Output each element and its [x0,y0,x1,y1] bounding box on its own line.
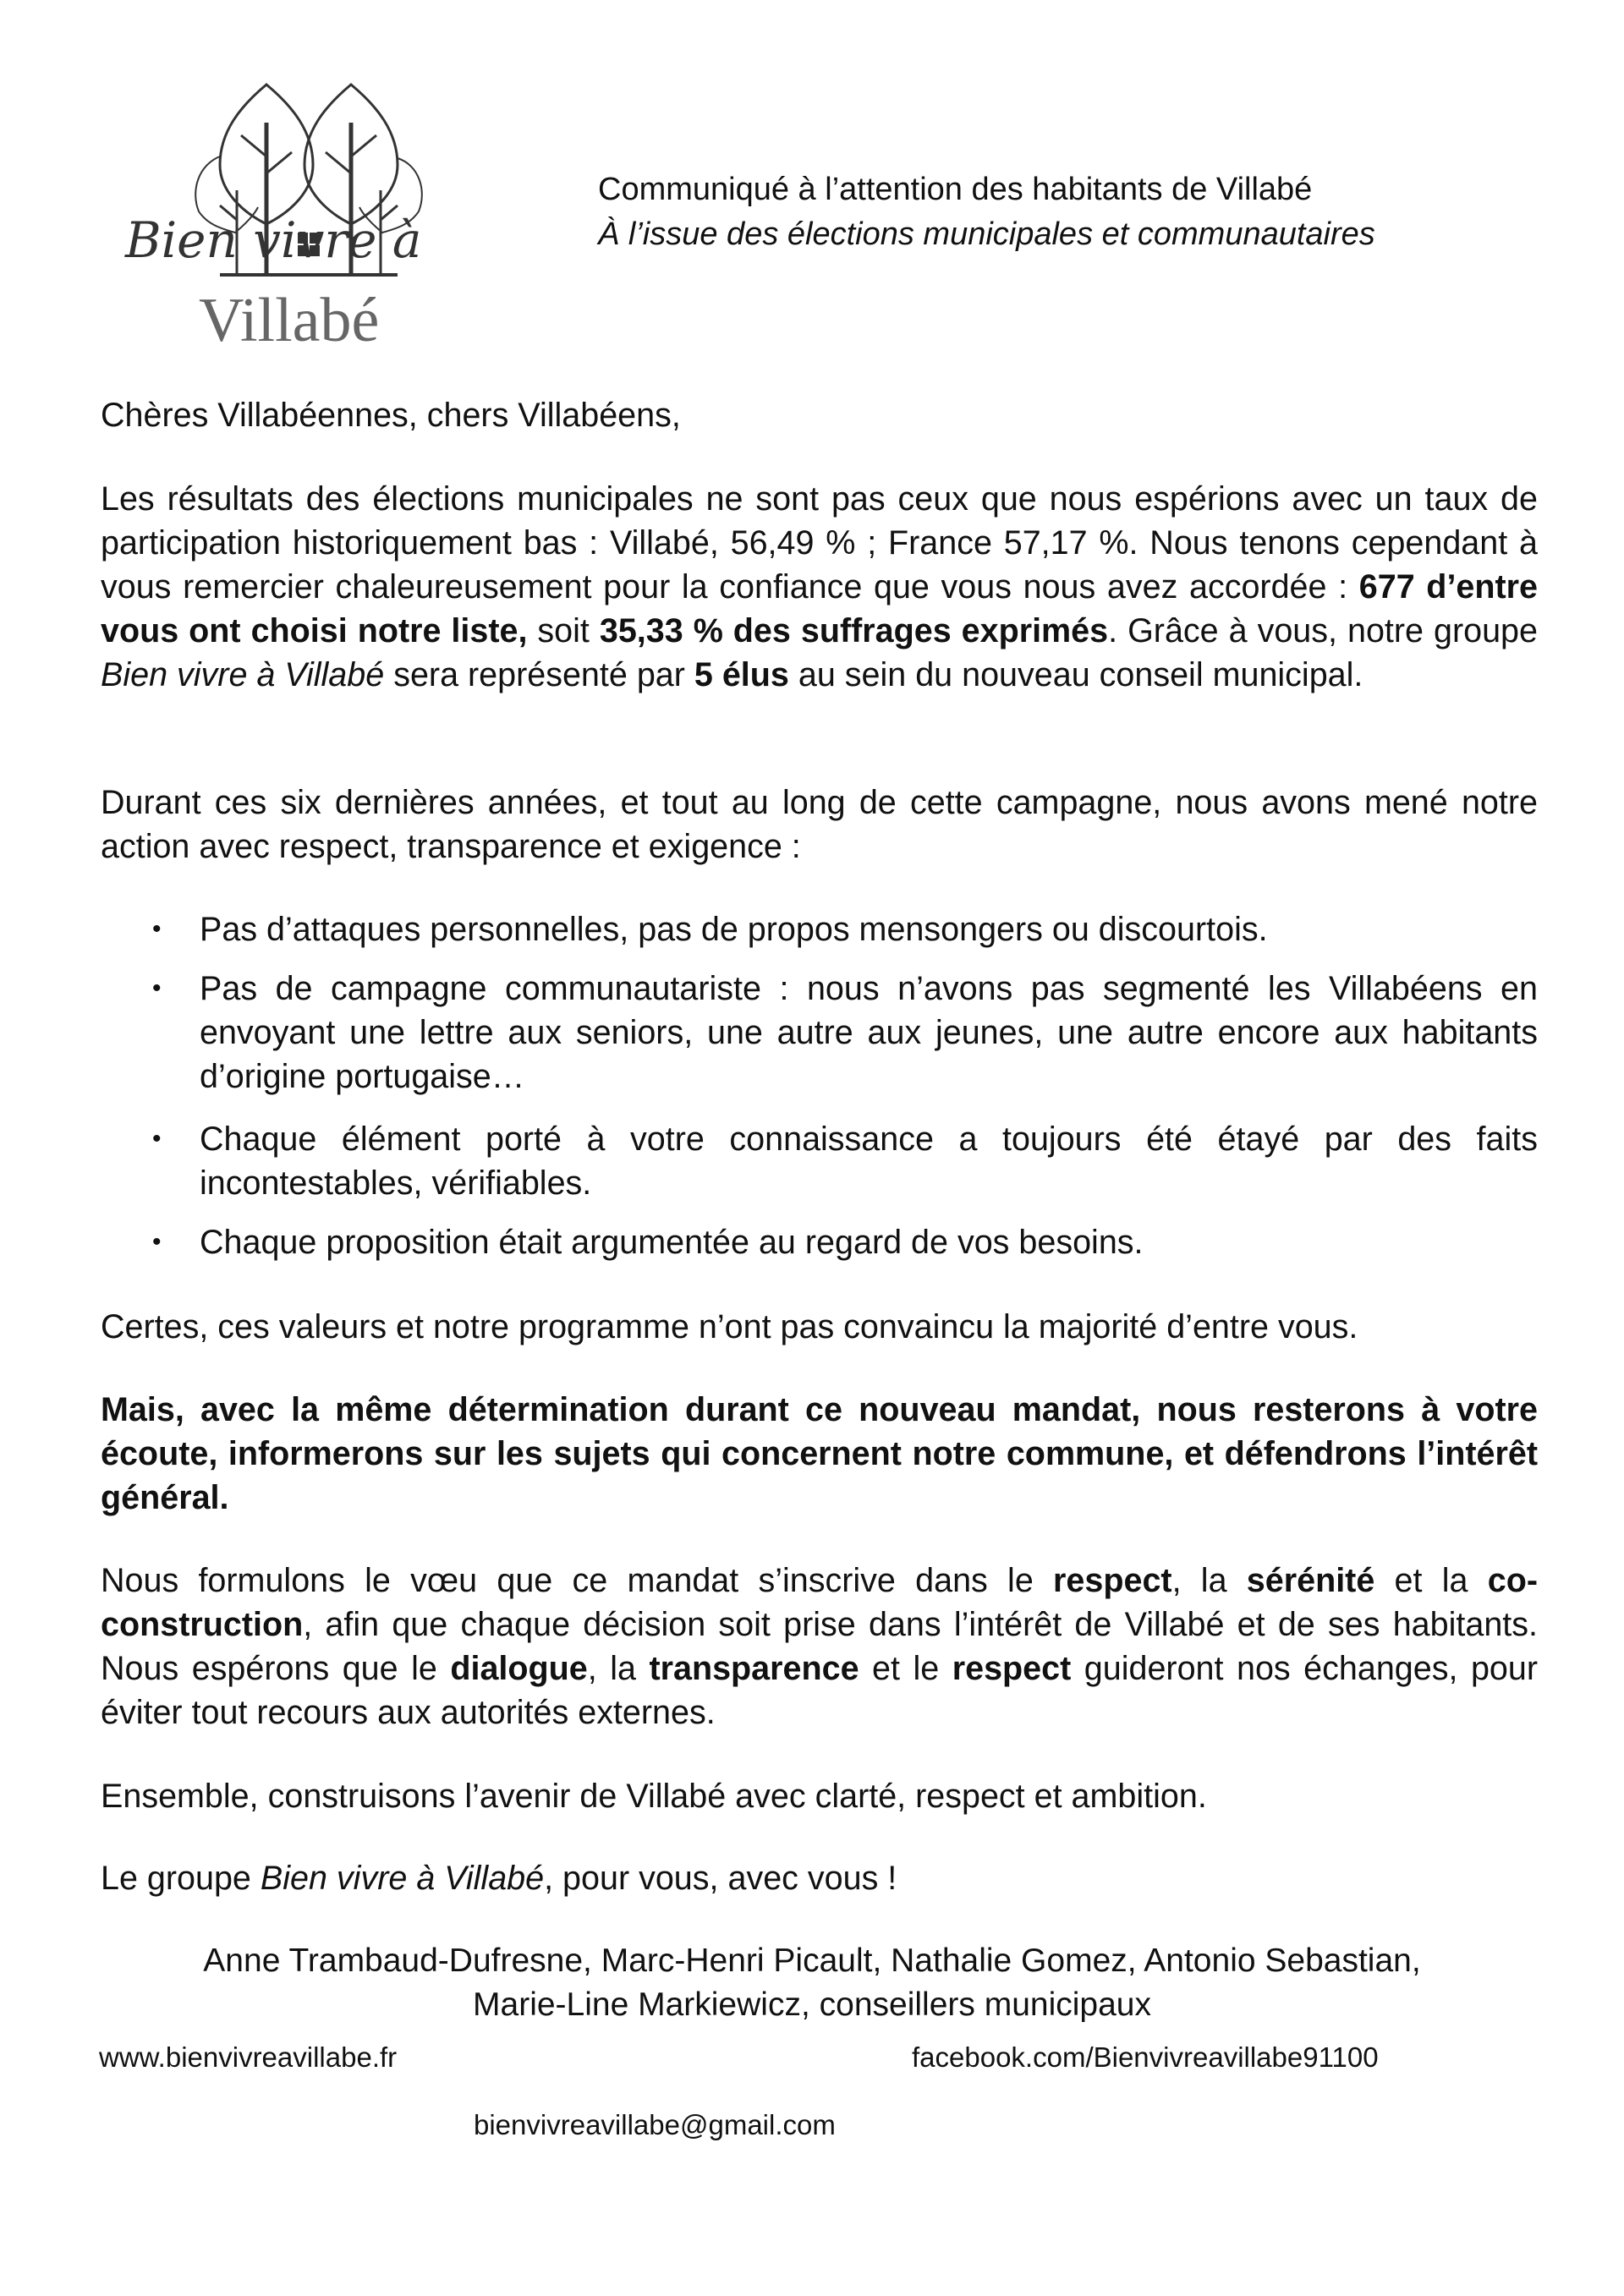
greeting: Chères Villabéennes, chers Villabéens, [101,397,681,434]
facebook-link[interactable]: facebook.com/Bienvivreavillabe91100 [912,2041,1379,2073]
bold-text: dialogue [450,1650,588,1687]
signatories-line-2: Marie-Line Markiewicz, conseillers municipaux [473,1986,1151,2023]
header-line-1: Communiqué à l’attention des habitants de Villabé [598,172,1313,207]
text: , la [587,1650,650,1687]
list-item-text: Pas de campagne communautariste : nous n’avons pas segmenté les Villabéens en envoyant une lettre aux seniors, une autre aux jeunes, une autre encore aux habitants d’origine portugaise… [200,970,1538,1095]
paragraph-action: Durant ces six dernières années, et tout au long de cette campagne, nous avons mené notre action avec respect, transparence et exigence : [101,784,1538,865]
text: , afin que chaque décision soit prise dans l’intérêt de Villabé et de ses habitants. Nous espérons que le [101,1606,1538,1687]
header-line-2: À l’issue des élections municipales et communautaires [598,216,1375,252]
list-item-text: Chaque proposition était argumentée au regard de vos besoins. [200,1224,1144,1261]
paragraph-wish [101,1559,1538,1734]
list-item-text: Pas d’attaques personnelles, pas de propos mensongers ou discourtois. [200,911,1268,948]
list-item [152,907,1538,951]
italic-text: Bien vivre à Villabé [101,656,385,693]
bullet-icon: • [152,1228,162,1256]
text: au sein du nouveau conseil municipal. [788,656,1363,693]
list-item [152,1117,1538,1205]
logo-script-text: Bien vivre à [125,211,422,269]
bold-text: 677 d’entre vous ont choisi notre liste, [101,568,1539,649]
bold-text: 5 élus [694,656,789,693]
email-link[interactable]: bienvivreavillabe@gmail.com [474,2109,836,2140]
text: , pour vous, avec vous ! [544,1860,897,1897]
text: Les résultats des élections municipales ne sont pas ceux que nous espérions avec un taux de participation historiquement bas : Villabé, 56,49 % ; France 57,17 %. Nous tenons cependant à vous remercier chaleureusement pour la confiance que vous nous avez accordée : [101,480,1538,606]
list-item [152,1220,1538,1264]
text: , la [1171,1562,1247,1599]
list-item [152,967,1538,1099]
paragraph-signoff [101,1856,1538,1900]
list-item-text: Chaque élément porté à votre connaissance a toujours été étayé par des faits incontestables, vérifiables. [200,1121,1538,1202]
website-link[interactable]: www.bienvivreavillabe.fr [99,2041,398,2073]
italic-text: Bien vivre à Villabé [260,1860,545,1897]
bold-text: sérénité [1246,1562,1375,1599]
logo [118,63,474,359]
signatories-line-1: Anne Trambaud-Dufresne, Marc-Henri Picault, Nathalie Gomez, Antonio Sebastian, [203,1943,1421,1979]
logo-name-text: Villabé [199,286,380,355]
bold-text: respect [1053,1562,1172,1599]
text: et le [859,1650,952,1687]
text: guideront nos échanges, pour éviter tout recours aux autorités externes. [101,1650,1539,1731]
bullet-icon: • [152,1125,162,1153]
text: Le groupe [101,1860,261,1897]
bold-text: co-construction [101,1562,1538,1643]
text: et la [1374,1562,1488,1599]
paragraph-certes: Certes, ces valeurs et notre programme n’ont pas convaincu la majorité d’entre vous. [101,1308,1358,1345]
text: Nous formulons le vœu que ce mandat s’inscrive dans le [101,1562,1054,1599]
bullet-icon: • [152,915,162,943]
paragraph-results [101,477,1538,697]
bullet-icon: • [152,974,162,1002]
text: soit [527,612,600,649]
paragraph-determination: Mais, avec la même détermination durant ce nouveau mandat, nous resterons à votre écoute, informerons sur les sujets qui concernent notre commune, et défendrons l’intérêt général. [101,1391,1538,1516]
text: sera représenté par [384,656,694,693]
text: . Grâce à vous, notre groupe [1108,612,1538,649]
bold-text: respect [952,1650,1072,1687]
bold-text: transparence [649,1650,859,1687]
bold-text: 35,33 % des suffrages exprimés [599,612,1109,649]
paragraph-together: Ensemble, construisons l’avenir de Villabé avec clarté, respect et ambition. [101,1778,1207,1815]
